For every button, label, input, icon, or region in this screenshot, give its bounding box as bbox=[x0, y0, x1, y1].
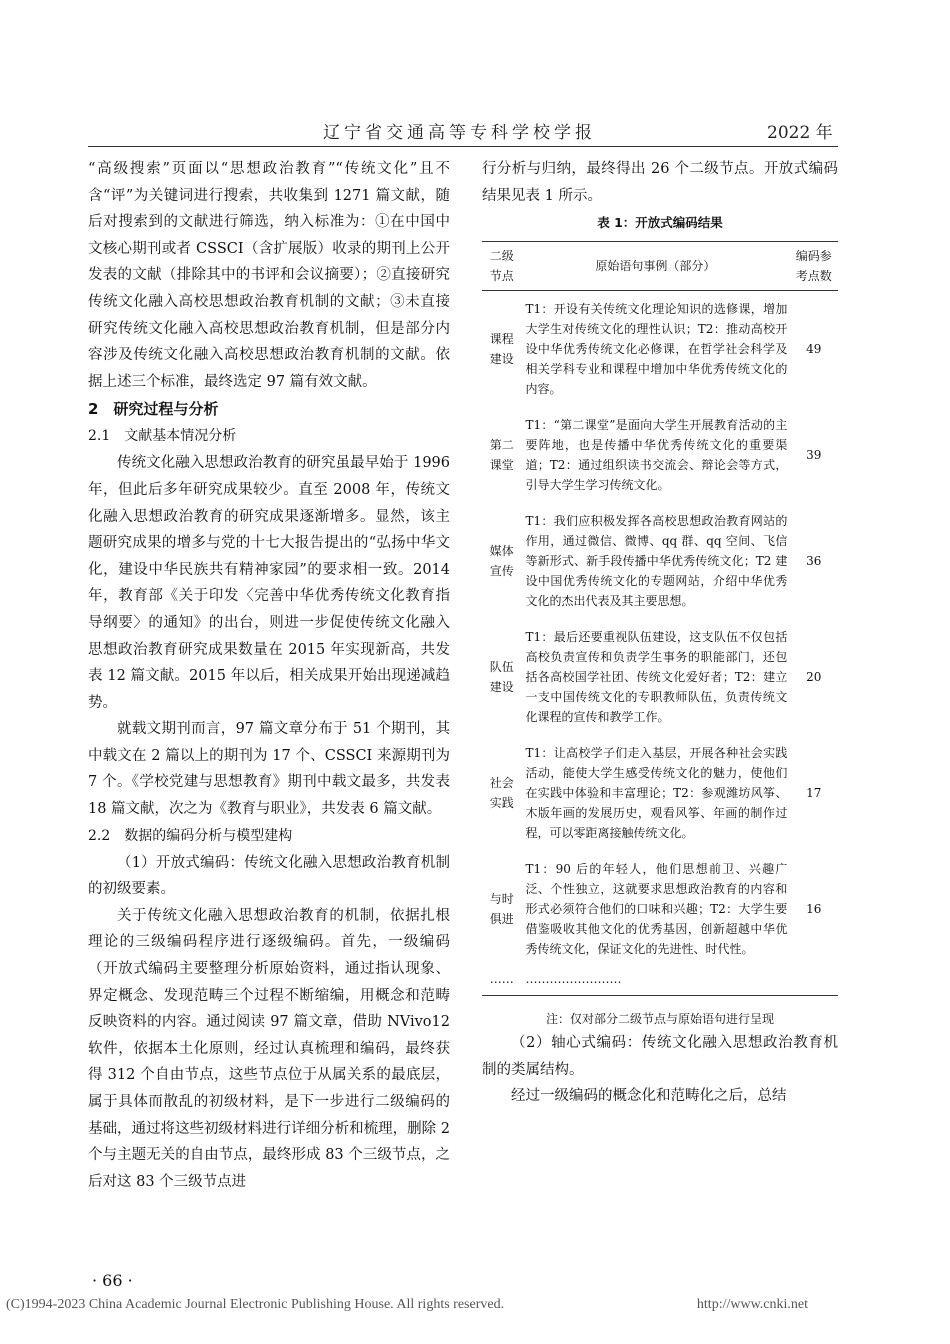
row-node: 与时俱进 bbox=[489, 892, 514, 927]
paragraph-journal-distribution: 就载文期刊而言，97 篇文章分布于 51 个期刊，其中载文在 2 篇以上的期刊为 17 个、CSSCI 来源期刊为 7 个。《学校党建与思想教育》期刊中载文最多，共发表 18 篇文献，次之为《教育与职业》，共发表 6 篇文献。 bbox=[88, 721, 450, 818]
paragraph-coding-process: 关于传统文化融入思想政治教育的机制，依据扎根理论的三级编码程序进行逐级编码。首先，一级编码（开放式编码主要整理分析原始资料，通过指认现象、界定概念、发现范畴三个过程不断缩编，用概念和范畴反映资料的内容。通过阅读 97 篇文章，借助 NVivo12 软件，依据本土化原则，经过认真梳理和编码，最终获得 312 个自由节点，这些节点位于从属关系的最底层，属于具体而散乱的初级材料，是下一步进行二级编码的基础，通过将这些初级材料进行详细分析和梳理，删除 2 个与主题无关的自由节点，最终形成 83 个三级节点，之后对这 83 个三级节点进 bbox=[88, 907, 450, 1190]
left-column bbox=[88, 156, 450, 1195]
page-number: · 66 · bbox=[92, 1271, 133, 1290]
header-count: 编码参考点数 bbox=[789, 242, 838, 291]
row-quote: T1：最后还要重视队伍建设，这支队伍不仅包括高校负责宣传和负责学生事务的职能部门，还包括各高校国学社团、传统文化爱好者；T2：建立一支中国传统文化的专职教师队伍，负责传统文化课程的宣传和教学工作。 bbox=[525, 630, 788, 725]
subsection-heading-2-1: 2.1 文献基本情况分析 bbox=[88, 428, 237, 445]
row-node: 队伍建设 bbox=[489, 660, 514, 695]
right-column bbox=[482, 156, 838, 1110]
row-node: 媒体宣传 bbox=[489, 544, 514, 579]
table-row bbox=[482, 503, 838, 619]
row-quote: T1：我们应积极发挥各高校思想政治教育网站的作用，通过微信、微博、qq 群、qq 空间、飞信等新形式、新手段传播中华优秀传统文化；T2 建设中国优秀传统文化的专题网站，介绍中华优秀文化的杰出代表及其主要思想。 bbox=[525, 514, 788, 609]
journal-title: 辽宁省交通高等专科学校学报 bbox=[323, 123, 596, 143]
row-node: 社会实践 bbox=[489, 776, 514, 811]
header-divider bbox=[88, 146, 838, 147]
paragraph-search-criteria: “高级搜索”页面以“思想政治教育”“传统文化”且不含“评”为关键词进行搜索，共收集到 1271 篇文献，随后对搜索到的文献进行筛选，纳入标准为：①在中国中文核心期刊或者 CSSCI（含扩展版）收录的期刊上公开发表的文献（排除其中的书评和会议摘要）；②直接研究传统文化融入高校思想政治教育机制的文献；③未直接研究传统文化融入高校思想政治教育机制，但是部分内容涉及传统文化融入高校思想政治教育机制的文献。依据上述三个标准，最终选定 97 篇有效文献。 bbox=[88, 161, 450, 390]
paragraph-axial-coding-start: 经过一级编码的概念化和范畴化之后，总结 bbox=[511, 1088, 787, 1105]
section-heading-2: 2 研究过程与分析 bbox=[88, 400, 219, 419]
table-row bbox=[482, 619, 838, 735]
ellipsis-quote: …………………… bbox=[521, 967, 789, 996]
ellipsis-node: …… bbox=[482, 967, 521, 996]
row-count: 49 bbox=[806, 342, 822, 357]
footer-url[interactable]: http://www.cnki.net bbox=[696, 1297, 808, 1312]
paragraph-open-coding-title: （1）开放式编码：传统文化融入思想政治教育机制的初级要素。 bbox=[88, 854, 450, 898]
footer-copyright: (C)1994-2023 China Academic Journal Electronic Publishing House. All rights reserved. bbox=[6, 1297, 505, 1312]
header-node: 二级节点 bbox=[482, 242, 521, 291]
ellipsis-count bbox=[789, 967, 838, 996]
row-count: 39 bbox=[806, 448, 822, 463]
footer bbox=[6, 1297, 944, 1313]
open-coding-table bbox=[482, 241, 838, 996]
table-row-ellipsis bbox=[482, 967, 838, 996]
row-count: 16 bbox=[806, 902, 822, 917]
table-row bbox=[482, 291, 838, 408]
paragraph-literature-overview: 传统文化融入思想政治教育的研究虽最早始于 1996 年，但此后多年研究成果较少。直至 2008 年，传统文化融入思想政治教育的研究成果逐渐增多。显然，该主题研究成果的增多与党的十七大报告提出的“弘扬中华文化，建设中华民族共有精神家园”的要求相一致。2014 年，教育部《关于印发〈完善中华优秀传统文化教育指导纲要〉的通知》的出台，则进一步促使传统文化融入思想政治教育研究成果数量在 2015 年实现新高，共发表 12 篇文献。2015 年以后，相关成果开始出现递减趋势。 bbox=[88, 455, 450, 711]
header-quote: 原始语句事例（部分） bbox=[521, 242, 789, 291]
row-node: 课程建设 bbox=[489, 332, 514, 367]
row-quote: T1：90 后的年轻人，他们思想前卫、兴趣广泛、个性独立，这就要求思想政治教育的内容和形式必须符合他们的口味和兴趣；T2：大学生要借鉴吸收其他文化的优秀基因，创新超越中华优秀传统文化，保证文化的先进性、时代性。 bbox=[525, 862, 788, 957]
row-quote: T1：开设有关传统文化理论知识的选修课，增加大学生对传统文化的理性认识；T2：推动高校开设中华优秀传统文化必修课，在哲学社会科学及相关学科专业和课程中增加中华优秀传统文化的内容。 bbox=[525, 302, 788, 397]
journal-year: 2022 年 bbox=[767, 123, 833, 143]
paragraph-axial-coding-title: （2）轴心式编码：传统文化融入思想政治教育机制的类属结构。 bbox=[482, 1035, 838, 1078]
row-quote: T1：“第二课堂”是面向大学生开展教育活动的主要阵地，也是传播中华优秀传统文化的重要渠道；T2：通过组织读书交流会、辩论会等方式，引导大学生学习传统文化。 bbox=[525, 418, 788, 493]
row-quote: T1：让高校学子们走入基层，开展各种社会实践活动，能使大学生感受传统文化的魅力，使他们在实践中体验和丰富理论；T2：参观潍坊风筝、木版年画的发展历史，观看风筝、年画的制作过程，可以零距离接触传统文化。 bbox=[525, 746, 788, 841]
table-note: 注：仅对部分二级节点与原始语句进行呈现 bbox=[545, 1012, 774, 1027]
subsection-heading-2-2: 2.2 数据的编码分析与模型建构 bbox=[88, 827, 293, 844]
table-row bbox=[482, 407, 838, 503]
paragraph-continued: 行分析与归纳，最终得出 26 个二级节点。开放式编码结果见表 1 所示。 bbox=[482, 161, 838, 204]
row-node: 第二课堂 bbox=[489, 438, 514, 473]
table-title: 表 1：开放式编码结果 bbox=[597, 215, 723, 231]
row-count: 17 bbox=[806, 786, 822, 801]
table-row bbox=[482, 851, 838, 967]
row-count: 20 bbox=[806, 670, 822, 685]
table-row bbox=[482, 735, 838, 851]
table-header-row bbox=[482, 242, 838, 291]
row-count: 36 bbox=[806, 554, 822, 569]
